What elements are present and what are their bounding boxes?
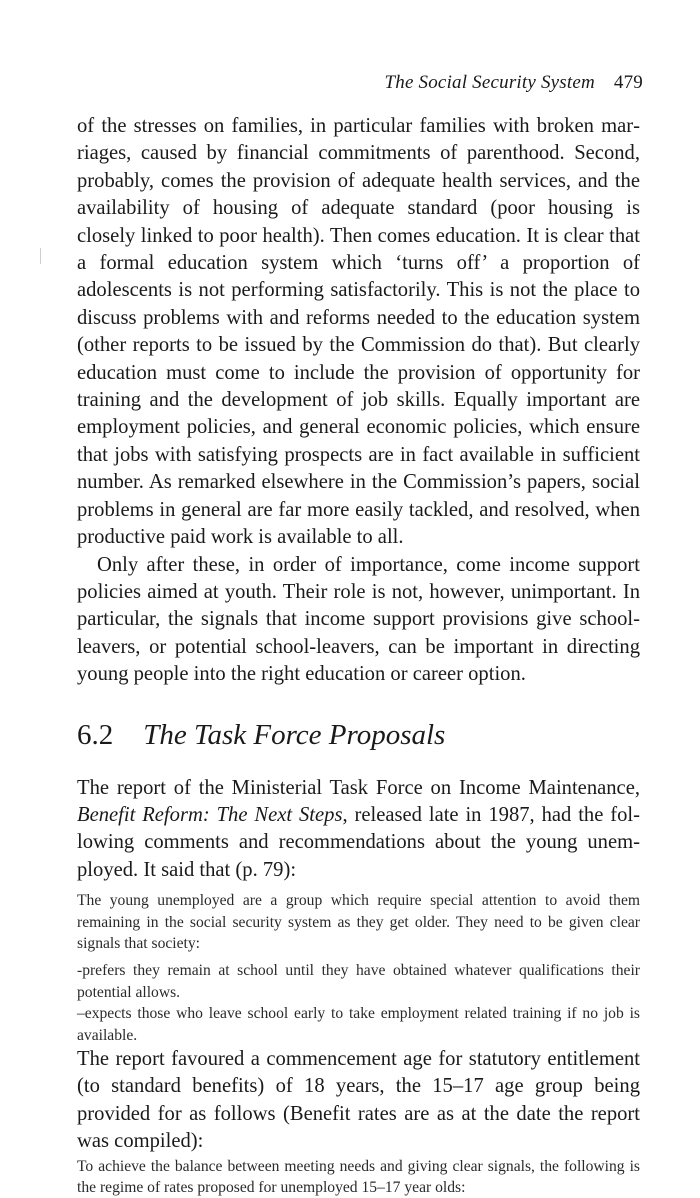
section-number: 6.2	[77, 718, 114, 751]
block-quote-item-expects: –expects those who leave school early to take employment related training if no job is available.	[77, 1005, 640, 1044]
block-quote-regime-of-rates: To achieve the balance between meeting needs and giving clear signals, the following is the regime of rates proposed for unemployed 15–17 year olds:	[77, 1157, 640, 1197]
block-quote-item-prefers: -prefers they remain at school until they have obtained whatever qualifications their potential allows.	[77, 962, 640, 1001]
para3-text-after: , released late in 1987, had the following comments and recommendations about the young unemployed. It said that (p. 79):	[77, 803, 640, 881]
paragraph-commencement-age: The report favoured a commencement age for statutory entitlement (to standard benefits) of 18 years, the 15–17 age group being provided for as follows (Benefit rates are as at the date the report was compiled):	[77, 1048, 640, 1153]
paragraph-income-support: Only after these, in order of importance, come income support policies aimed at youth. Their role is not, however, unimportant. In particular, the signals that income support provisions give school-leavers, or potential school-leavers, can be important in directing young people into the right education or career option.	[77, 553, 640, 686]
para3-text-before: The report of the Ministerial Task Force on Income Maintenance,	[77, 776, 640, 799]
block-quote-young-unemployed: The young unemployed are a group which require special attention to avoid them remaining in the social security system as they get older. They need to be given clear signals that society:	[77, 892, 640, 952]
running-head	[384, 72, 643, 94]
paragraph-continuation: of the stresses on families, in particular families with broken marriages, caused by financial commitments of parenthood. Second, probably, comes the provision of adequate health services, and the availability of housing of adequate standard (poor housing is closely linked to poor health). Then comes education. It is clear that a formal education system which ‘turns off’ a proportion of adolescents is not performing satisfactorily. This is not the place to discuss problems with and reforms needed to the education system (other reports to be issued by the Commission do that). But clearly education must come to include the provision of opportunity for training and the development of job skills. Equally important are employment policies, and general economic policies, which ensure that jobs with satisfying prospects are in fact available in sufficient number. As remarked elsewhere in the Commission’s papers, social problems in general are far more easily tackled, and resolved, when productive paid work is available to all.	[77, 115, 640, 549]
page-number: 479	[613, 72, 643, 93]
running-title: The Social Security System	[384, 72, 595, 93]
section-heading	[77, 717, 640, 753]
body-text	[77, 113, 640, 1198]
section-title: The Task Force Proposals	[143, 718, 446, 751]
paragraph-task-force-report	[77, 775, 640, 885]
margin-mark	[40, 248, 41, 264]
report-title: Benefit Reform: The Next Steps	[77, 803, 343, 826]
